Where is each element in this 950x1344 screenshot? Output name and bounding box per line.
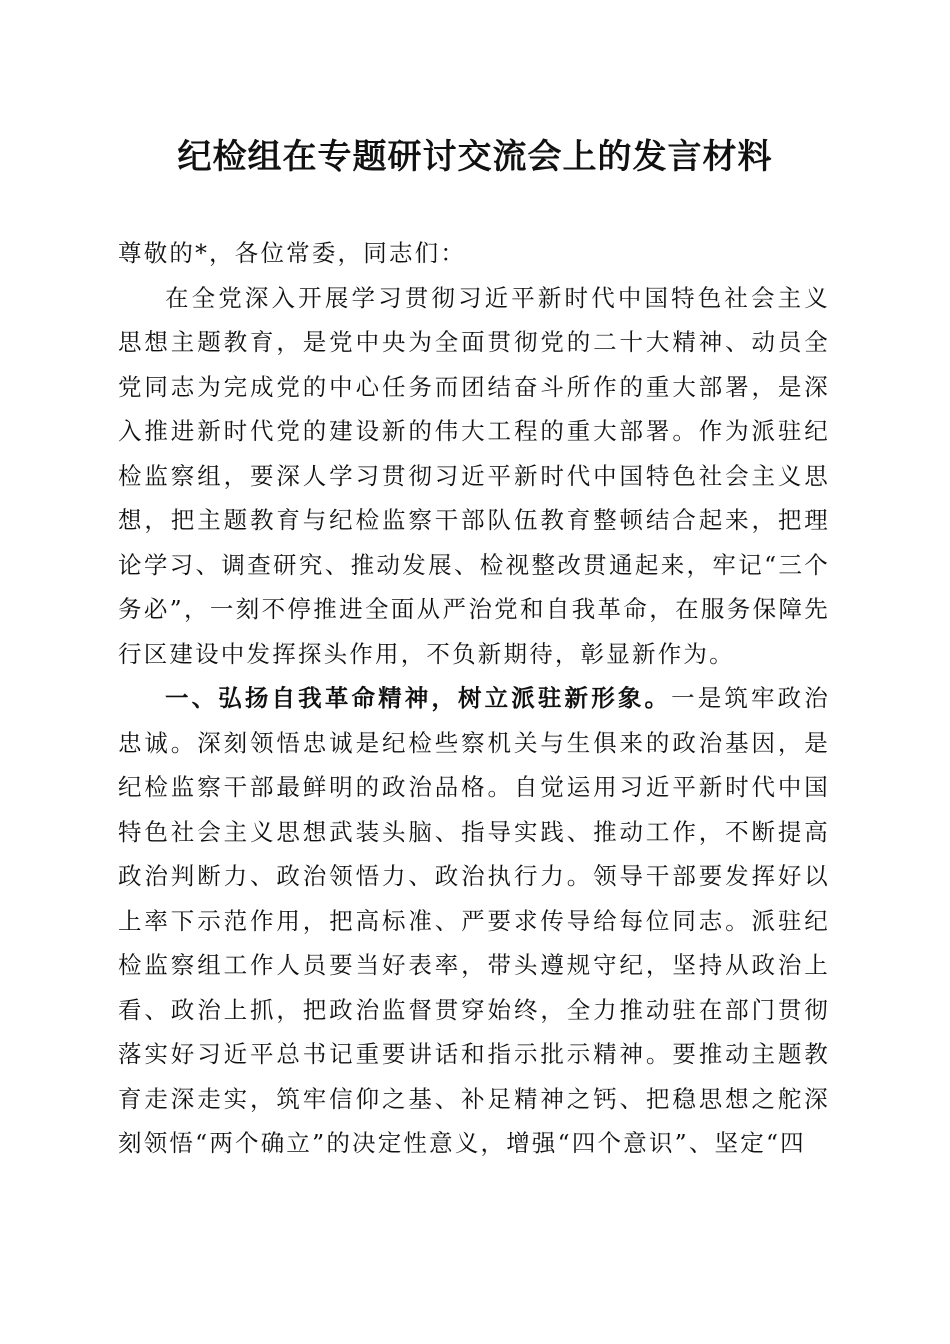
intro-paragraph: 在全党深入开展学习贯彻习近平新时代中国特色社会主义思想主题教育，是党中央为全面贯彻党的二十大精神、动员全党同志为完成党的中心任务而团结奋斗所作的重大部署，是深入推进新时代党的建设新的伟大工程的重大部署。作为派驻纪检监察组，要深人学习贯彻习近平新时代中国特色社会主义思想，把主题教育与纪检监察干部队伍教育整顿结合起来，把理论学习、调查研究、推动发展、检视整改贯通起来，牢记“三个务必”，一刻不停推进全面从严治党和自我革命，在服务保障先行区建设中发挥探头作用，不负新期待，彰显新作为。 (118, 283, 830, 668)
section-1-heading: 一、弘扬自我革命精神，树立派驻新形象。 (165, 684, 672, 712)
document-body (118, 231, 830, 1166)
salutation: 尊敬的*，各位常委，同志们： (118, 239, 467, 267)
document-title: 纪检组在专题研讨交流会上的发言材料 (177, 137, 773, 177)
section-1-paragraph (118, 676, 830, 1166)
section-1-body: 一是筑牢政治忠诚。深刻领悟忠诚是纪检些察机关与生俱来的政治基因，是纪检监察干部最鲜明的政治品格。自觉运用习近平新时代中国特色社会主义思想武装头脑、指导实践、推动工作，不断提高政治判断力、政治领悟力、政治执行力。领导干部要发挥好以上率下示范作用，把高标准、严要求传导给每位同志。派驻纪检监察组工作人员要当好表率，带头遵规守纪，坚持从政治上看、政治上抓，把政治监督贯穿始终，全力推动驻在部门贯彻落实好习近平总书记重要讲话和指示批示精神。要推动主题教育走深走实，筑牢信仰之基、补足精神之钙、把稳思想之舵深刻领悟“两个确立”的决定性意义，增强“四个意识”、坚定“四 (118, 684, 830, 1157)
